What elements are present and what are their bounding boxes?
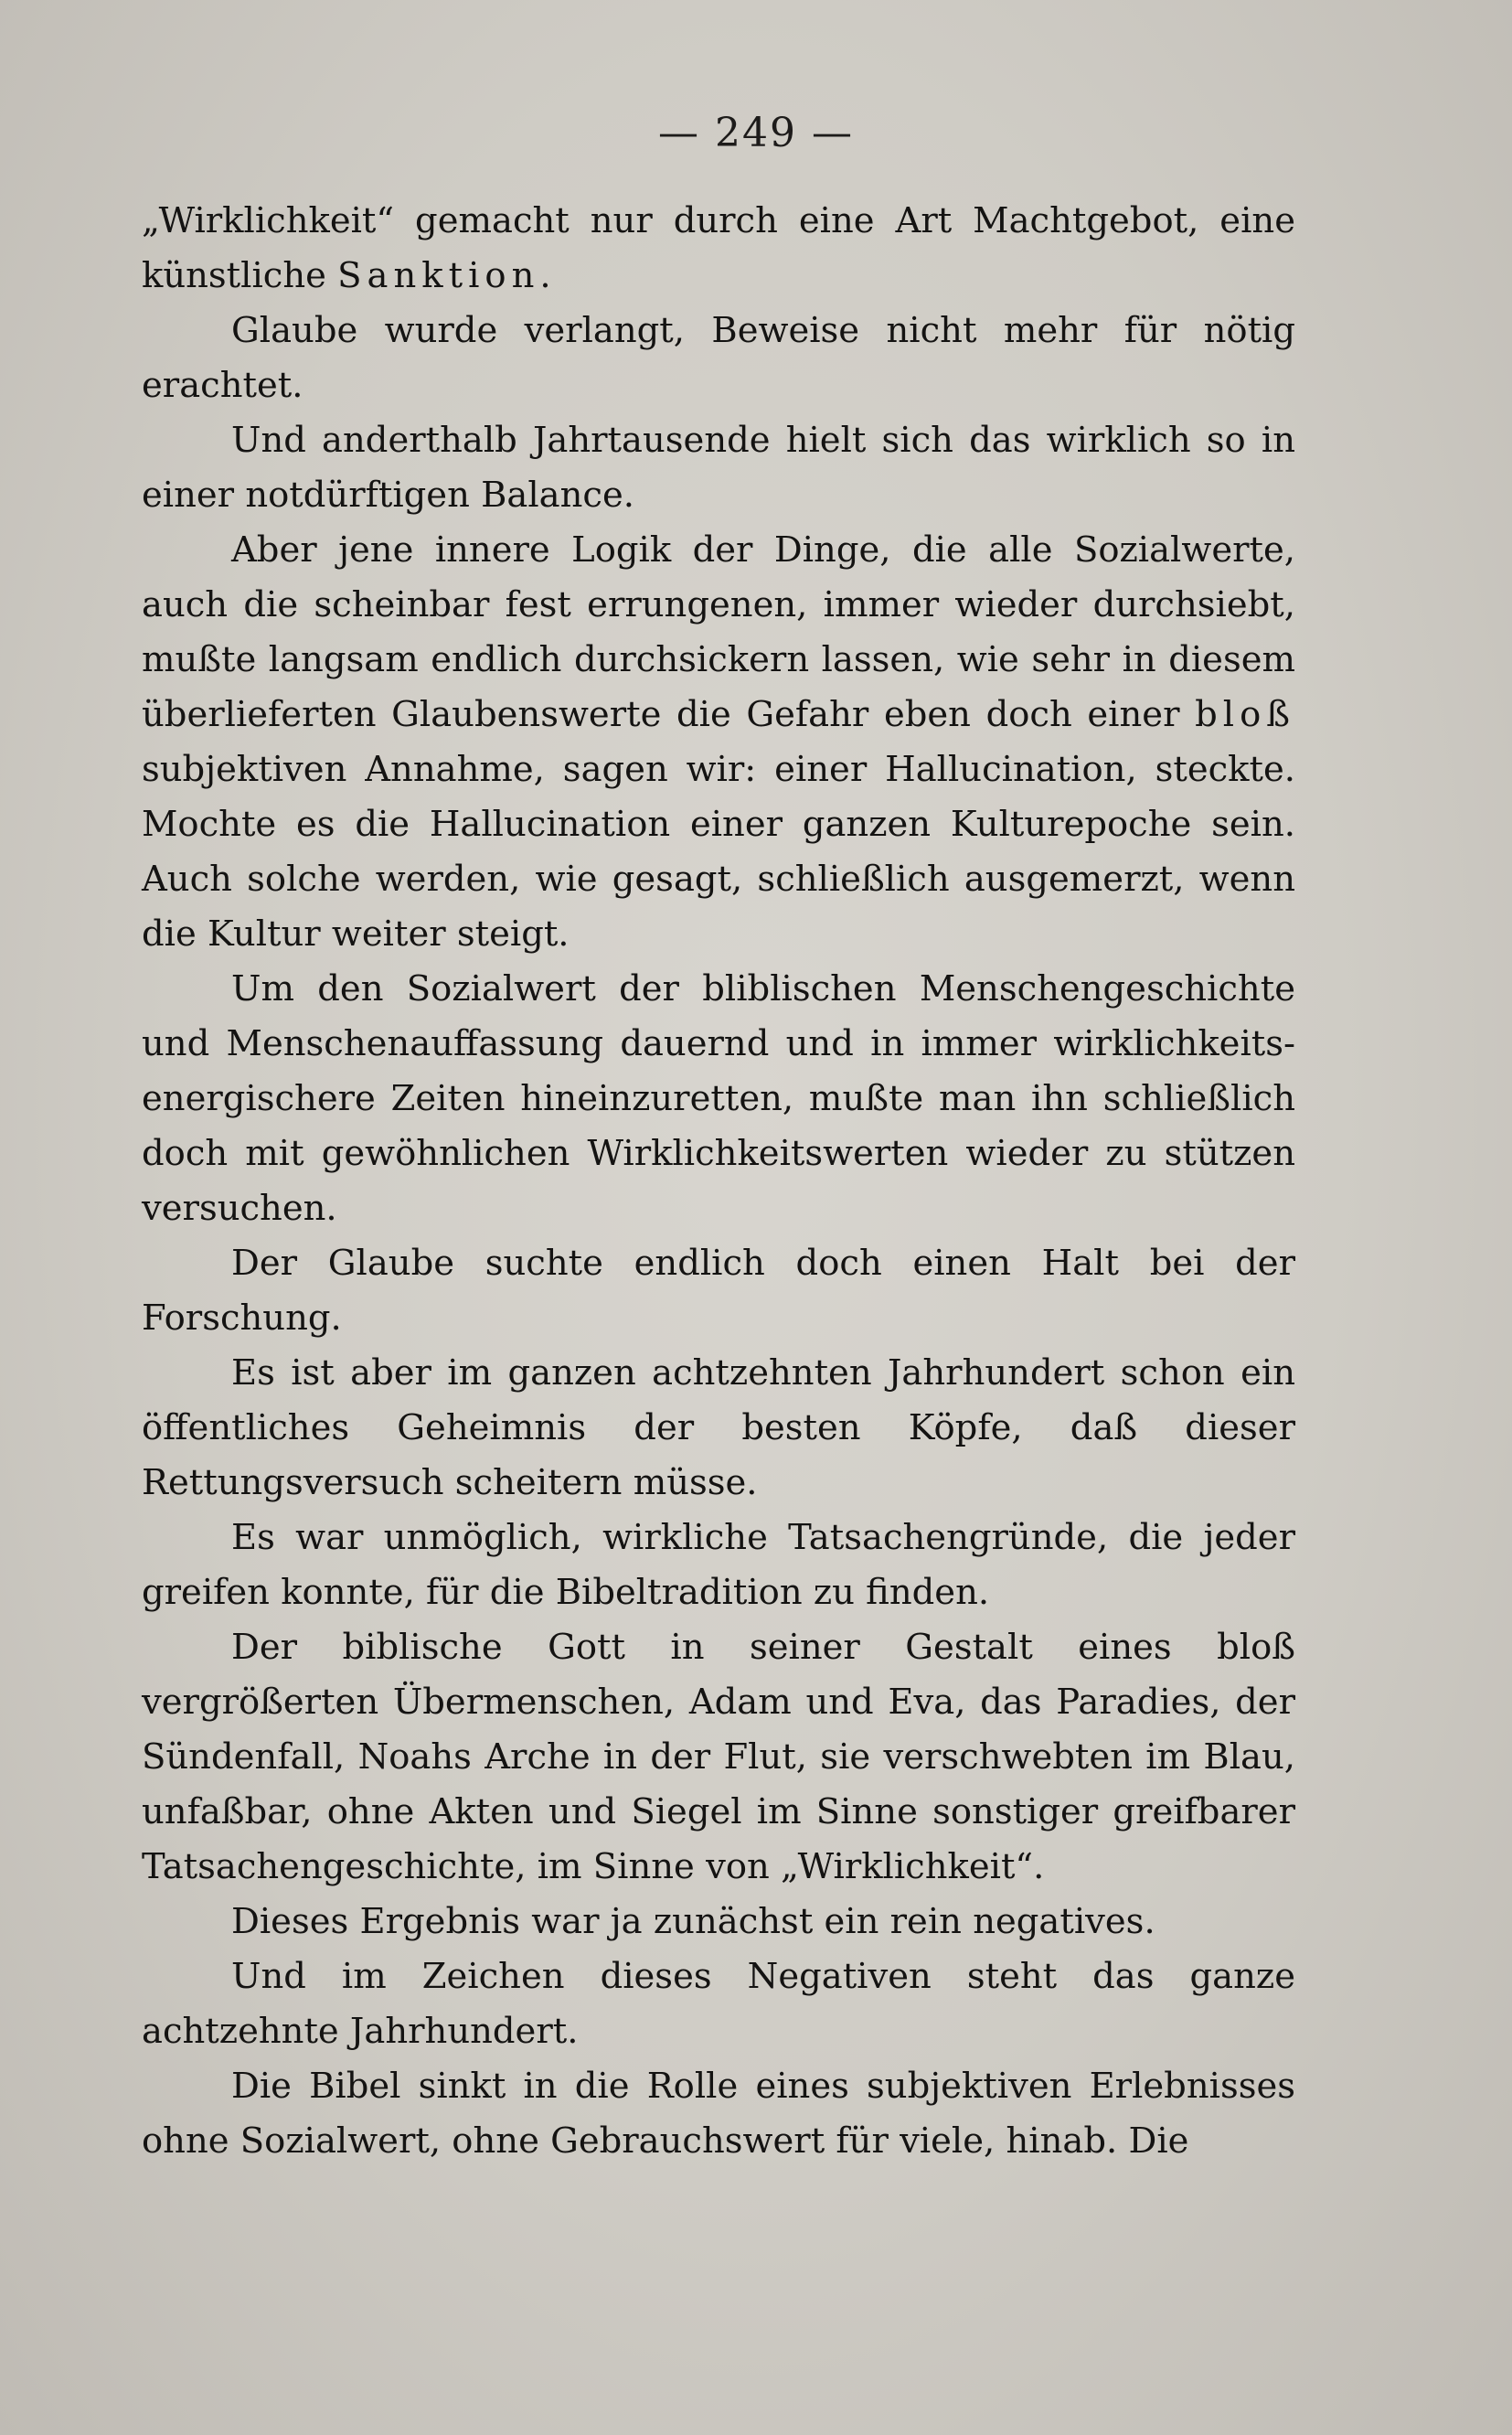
paragraph-11: Und im Zeichen dieses Negativen steht das ganze achtzehnte Jahrhundert. (142, 1956, 1295, 2052)
paragraph-7: Es ist aber im ganzen achtzehnten Jahrhundert schon ein öffentliches Geheimnis der besten Köpfe, daß dieser Rettungsversuch scheitern müsse. (142, 1352, 1295, 1503)
paragraph-5: Um den Sozialwert der bliblischen Menschengeschichte und Menschenauffassung dauernd und in immer wirklichkeits-energischere Zeiten hineinzuretten, mußte man ihn schließlich doch mit gewöhnlichen Wirklichkeitswerten wieder zu stützen versuchen. (142, 968, 1295, 1229)
paragraph-1 (142, 194, 1295, 304)
paragraph-1-text: „Wirklichkeit“ gemacht nur durch eine Art Machtgebot, eine künstliche (142, 200, 1295, 296)
page-number: — 249 — (658, 110, 854, 156)
paragraph-8: Es war unmöglich, wirkliche Tatsachengründe, die jeder greifen konnte, für die Bibeltradition zu finden. (142, 1517, 1295, 1613)
spaced-word-bloss: bloß (1195, 694, 1295, 735)
paragraph-3: Und anderthalb Jahrtausende hielt sich das wirklich so in einer notdürftigen Balance. (142, 420, 1295, 516)
paragraph-6: Der Glaube suchte endlich doch einen Halt bei der Forschung. (142, 1243, 1295, 1339)
paragraph-12: Die Bibel sinkt in die Rolle eines subjektiven Erlebnisses ohne Sozialwert, ohne Gebrauchswert für viele, hinab. Die (142, 2066, 1295, 2162)
spaced-word-sanktion: Sanktion. (337, 255, 557, 296)
paragraph-9: Der biblische Gott in seiner Gestalt eines bloß vergrößerten Übermenschen, Adam und Eva, das Paradies, der Sündenfall, Noahs Arche in der Flut, sie verschwebten im Blau, unfaßbar, ohne Akten und Siegel im Sinne sonstiger greifbarer Tatsachengeschichte, im Sinne von „Wirklichkeit“. (142, 1627, 1295, 1887)
paragraph-4 (142, 523, 1295, 962)
body-text (142, 194, 1295, 2169)
paragraph-10: Dieses Ergebnis war ja zunächst ein rein negatives. (231, 1901, 1155, 1942)
paragraph-2: Glaube wurde verlangt, Beweise nicht mehr für nötig erachtet. (142, 310, 1295, 406)
paragraph-4-text-a: Aber jene innere Logik der Dinge, die alle Sozialwerte, auch die scheinbar fest errungenen, immer wieder durchsiebt, mußte langsam endlich durchsickern lassen, wie sehr in diesem überlieferten Glaubenswerte die Gefahr eben doch einer (142, 529, 1295, 735)
paragraph-4-text-b: subjektiven Annahme, sagen wir: einer Hallucination, steckte. Mochte es die Hallucination einer ganzen Kulturepoche sein. Auch solche werden, wie gesagt, schließlich ausgemerzt, wenn die Kultur weiter steigt. (142, 749, 1295, 955)
